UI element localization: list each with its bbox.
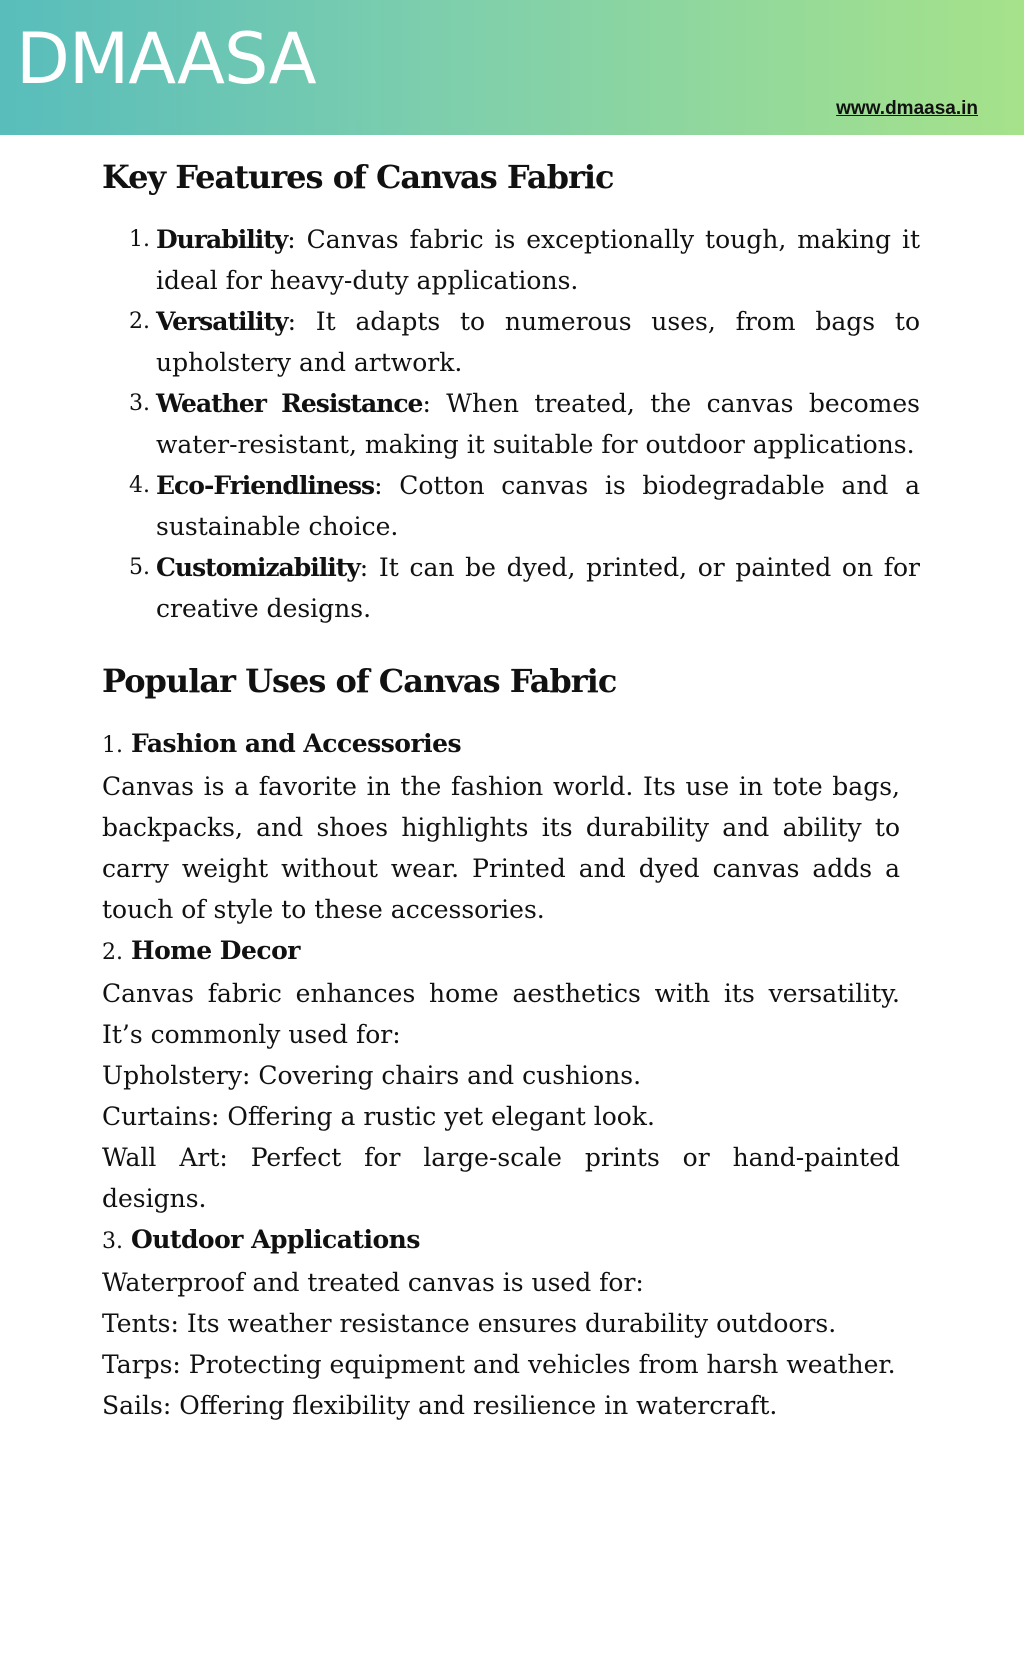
page-header xyxy=(0,0,1024,135)
use-line: Tents: Its weather resistance ensures durability outdoors. xyxy=(102,1309,837,1338)
use-line: Sails: Offering flexibility and resilience in watercraft. xyxy=(102,1391,778,1420)
feature-item xyxy=(102,547,920,629)
feature-term: Weather Resistance xyxy=(156,389,423,418)
use-subheading-fashion xyxy=(102,723,900,766)
feature-number: 2. xyxy=(129,309,150,334)
feature-text: : It can be dyed, printed, or painted on for creative designs. xyxy=(156,553,920,623)
use-subheading-home-decor xyxy=(102,930,900,973)
use-number: 1. xyxy=(102,733,123,758)
feature-item xyxy=(102,465,920,547)
uses-section xyxy=(102,723,900,1426)
feature-number: 3. xyxy=(129,391,150,416)
use-heading: Home Decor xyxy=(130,936,300,965)
feature-item xyxy=(102,219,920,301)
feature-term: Customizability xyxy=(156,553,360,582)
document-body xyxy=(102,155,920,1426)
feature-text: : Cotton canvas is biodegradable and a sustainable choice. xyxy=(156,471,920,541)
feature-text: : It adapts to numerous uses, from bags to upholstery and artwork. xyxy=(156,307,920,377)
features-list xyxy=(102,219,920,629)
feature-term: Durability xyxy=(156,225,288,254)
use-line: Wall Art: Perfect for large-scale prints or hand-painted designs. xyxy=(102,1143,900,1213)
use-line: Upholstery: Covering chairs and cushions. xyxy=(102,1061,642,1090)
dmaasa-logo: DMAASA xyxy=(16,18,316,100)
feature-number: 4. xyxy=(129,473,150,498)
feature-text: : Canvas fabric is exceptionally tough, making it ideal for heavy-duty applications. xyxy=(156,225,920,295)
features-heading: Key Features of Canvas Fabric xyxy=(102,158,614,196)
feature-term: Versatility xyxy=(156,307,288,336)
feature-item xyxy=(102,383,920,465)
feature-item xyxy=(102,301,920,383)
use-number: 2. xyxy=(102,940,123,965)
use-line: Tarps: Protecting equipment and vehicles from harsh weather. xyxy=(102,1350,896,1379)
use-line: Waterproof and treated canvas is used for: xyxy=(102,1268,644,1297)
feature-number: 1. xyxy=(129,227,150,252)
feature-term: Eco-Friendliness xyxy=(156,471,375,500)
use-paragraph: Canvas fabric enhances home aesthetics with its versatility. It’s commonly used for: xyxy=(102,979,900,1049)
use-heading: Outdoor Applications xyxy=(130,1225,420,1254)
use-heading: Fashion and Accessories xyxy=(130,729,462,758)
use-number: 3. xyxy=(102,1229,123,1254)
use-subheading-outdoor xyxy=(102,1219,900,1262)
feature-text: : When treated, the canvas becomes water-resistant, making it suitable for outdoor applications. xyxy=(156,389,920,459)
uses-heading: Popular Uses of Canvas Fabric xyxy=(102,662,617,700)
website-link[interactable]: www.dmaasa.in xyxy=(836,98,978,119)
use-line: Curtains: Offering a rustic yet elegant look. xyxy=(102,1102,655,1131)
feature-number: 5. xyxy=(129,555,150,580)
use-paragraph: Canvas is a favorite in the fashion world. Its use in tote bags, backpacks, and shoes highlights its durability and ability to carry weight without wear. Printed and dyed canvas adds a touch of style to these accessories. xyxy=(102,772,900,924)
